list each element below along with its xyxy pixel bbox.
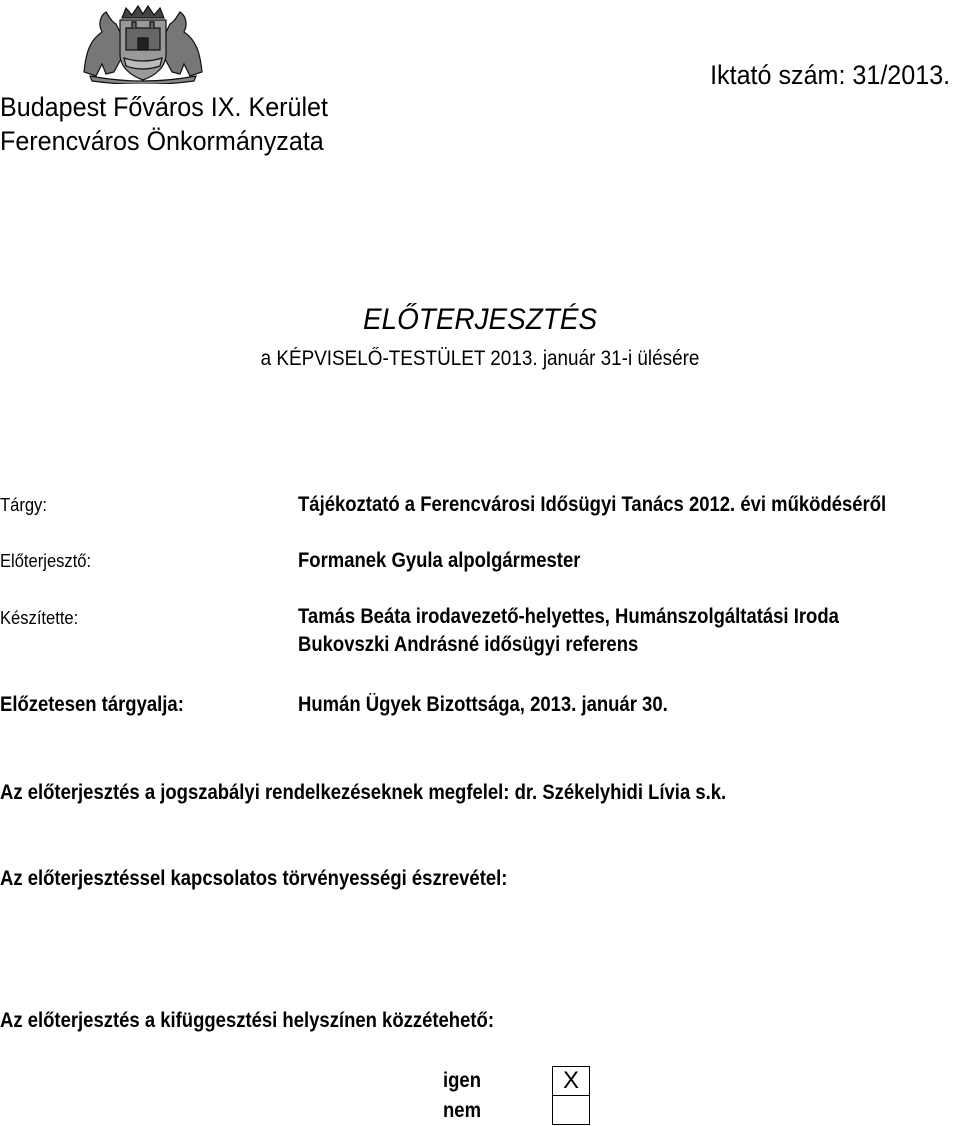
presenter-label: Előterjesztő: bbox=[0, 551, 92, 571]
option-yes-checkbox[interactable]: X bbox=[552, 1066, 590, 1096]
publishable-statement: Az előterjesztés a kifüggesztési helyszínen közzétehető: bbox=[0, 1009, 494, 1032]
organization-line-2: Ferencváros Önkormányzata bbox=[0, 126, 324, 156]
registration-number: Iktató szám: 31/2013. bbox=[709, 60, 950, 90]
organization-line-1: Budapest Főváros IX. Kerület bbox=[0, 92, 328, 122]
prior-discussion-value: Humán Ügyek Bizottsága, 2013. január 30. bbox=[298, 693, 668, 716]
option-no-label: nem bbox=[443, 1099, 482, 1122]
coat-of-arms-logo bbox=[76, 2, 210, 84]
legal-compliance-statement: Az előterjesztés a jogszabályi rendelkezéseknek megfelel: dr. Székelyhidi Lívia s.k. bbox=[0, 781, 727, 804]
subject-value: Tájékoztató a Ferencvárosi Idősügyi Tanács 2012. évi működéséről bbox=[298, 493, 887, 516]
subject-label: Tárgy: bbox=[0, 495, 47, 515]
document-subtitle: a KÉPVISELŐ-TESTÜLET 2013. január 31-i ülésére bbox=[260, 347, 700, 370]
option-yes-label: igen bbox=[443, 1069, 481, 1092]
organization-name bbox=[0, 90, 328, 158]
prepared-by-value-2: Bukovszki Andrásné idősügyi referens bbox=[298, 633, 639, 656]
document-title: ELŐTERJESZTÉS bbox=[362, 303, 598, 336]
option-no-checkbox[interactable] bbox=[552, 1095, 590, 1125]
legality-remark-statement: Az előterjesztéssel kapcsolatos törvényességi észrevétel: bbox=[0, 867, 508, 890]
prepared-by-label: Készítette: bbox=[0, 608, 79, 628]
presenter-value: Formanek Gyula alpolgármester bbox=[298, 549, 581, 572]
prepared-by-value-1: Tamás Beáta irodavezető-helyettes, Humánszolgáltatási Iroda bbox=[298, 605, 839, 628]
prior-discussion-label: Előzetesen tárgyalja: bbox=[0, 693, 184, 716]
